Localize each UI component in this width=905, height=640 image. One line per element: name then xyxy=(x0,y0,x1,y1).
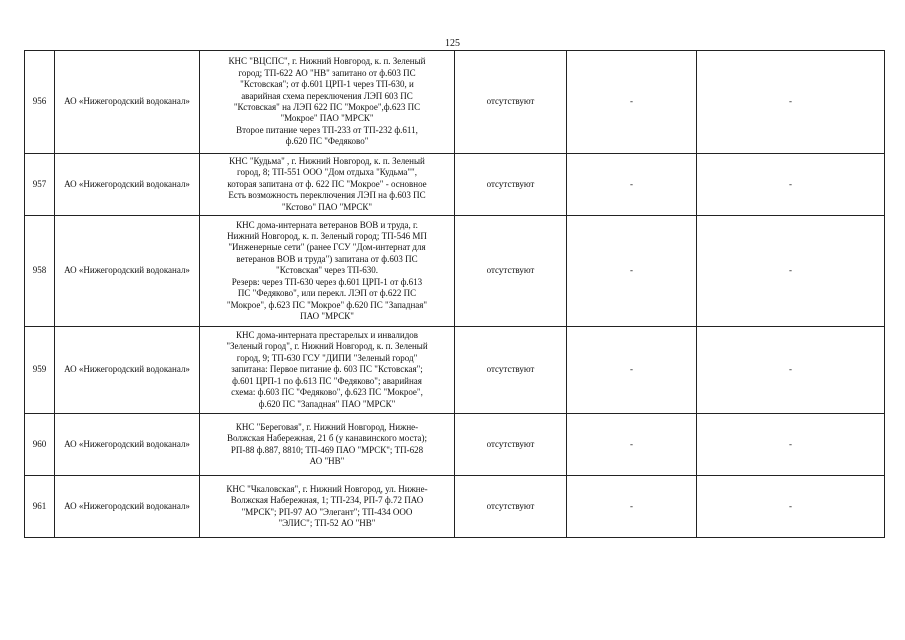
organization-name: АО «Нижегородский водоканал» xyxy=(55,154,200,216)
organization-name: АО «Нижегородский водоканал» xyxy=(55,327,200,414)
description-line: ПАО "МРСК" xyxy=(300,310,354,321)
facility-description xyxy=(200,476,455,538)
empty-value-cell: - xyxy=(697,154,885,216)
status-cell: отсутствуют xyxy=(455,327,567,414)
description-line: ф.620 ПС "Федяково" xyxy=(285,136,369,147)
organization-name: АО «Нижегородский водоканал» xyxy=(55,51,200,154)
description-line: АО "НВ" xyxy=(309,455,345,466)
description-line: "Кстово" ПАО "МРСК" xyxy=(281,201,373,212)
description-line: город, 8; ТП-551 ООО "Дом отдыха "Кудьма"", xyxy=(237,167,417,178)
description-line: КНС "Чкаловская", г. Нижний Новгород, ул. Нижне- xyxy=(226,483,428,494)
table-row xyxy=(25,51,885,154)
empty-value-cell: - xyxy=(697,216,885,327)
description-line: РП-88 ф.887, 8810; ТП-469 ПАО "МРСК"; ТП-628 xyxy=(230,444,424,455)
row-number: 956 xyxy=(25,51,55,154)
table-row xyxy=(25,154,885,216)
empty-value-cell: - xyxy=(697,414,885,476)
description-line: город, 9; ТП-630 ГСУ "ДИПИ "Зеленый город" xyxy=(236,352,418,363)
empty-value-cell: - xyxy=(567,51,697,154)
description-line: "Мокрое", ф.623 ПС "Мокрое" ф.620 ПС "Западная" xyxy=(226,299,428,310)
description-line: "Зеленый город", г. Нижний Новгород, к. п. Зеленый xyxy=(226,341,428,352)
description-line: КНС дома-интерната ветеранов ВОВ и труда, г. xyxy=(236,219,418,230)
page-number: 125 xyxy=(445,38,460,49)
facility-description xyxy=(200,216,455,327)
description-line: "Кстовская"; от ф.601 ЦРП-1 через ТП-630, и xyxy=(240,79,414,90)
description-line: КНС дома-интерната престарелых и инвалидов xyxy=(235,330,419,341)
description-line: КНС "ВЦСПС", г. Нижний Новгород, к. п. Зеленый xyxy=(228,56,426,67)
empty-value-cell: - xyxy=(567,476,697,538)
facility-description xyxy=(200,154,455,216)
status-cell: отсутствуют xyxy=(455,51,567,154)
row-number: 960 xyxy=(25,414,55,476)
row-number: 961 xyxy=(25,476,55,538)
table-row xyxy=(25,476,885,538)
empty-value-cell: - xyxy=(567,154,697,216)
facility-description xyxy=(200,51,455,154)
description-line: Резерв: через ТП-630 через ф.601 ЦРП-1 от ф.613 xyxy=(231,276,423,287)
table-row xyxy=(25,414,885,476)
empty-value-cell: - xyxy=(567,327,697,414)
description-line: ф.601 ЦРП-1 по ф.613 ПС "Федяково"; аварийная xyxy=(232,375,422,386)
empty-value-cell: - xyxy=(567,414,697,476)
facility-description xyxy=(200,327,455,414)
description-line: город; ТП-622 АО "НВ" запитано от ф.603 ПС xyxy=(238,67,416,78)
description-line: аварийная схема переключения ЛЭП 603 ПС xyxy=(241,90,413,101)
description-line: Нижний Новгород, к. п. Зеленый город; ТП-546 МП xyxy=(227,231,427,242)
description-line: "ЭЛИС"; ТП-52 АО "НВ" xyxy=(278,517,376,528)
status-cell: отсутствуют xyxy=(455,216,567,327)
description-line: ф.620 ПС "Западная" ПАО "МРСК" xyxy=(258,398,396,409)
description-line: "Кстовская" на ЛЭП 622 ПС "Мокрое",ф.623 ПС xyxy=(233,102,421,112)
description-line: ветеранов ВОВ и труда") запитана от ф.603 ПС xyxy=(236,253,418,264)
description-line: КНС "Кудьма" , г. Нижний Новгород, к. п. Зеленый xyxy=(229,155,425,166)
description-line: "Кстовская" через ТП-630. xyxy=(276,265,378,276)
organization-name: АО «Нижегородский водоканал» xyxy=(55,476,200,538)
status-cell: отсутствуют xyxy=(455,414,567,476)
empty-value-cell: - xyxy=(697,327,885,414)
empty-value-cell: - xyxy=(697,51,885,154)
description-line: схема: ф.603 ПС "Федяково", ф.623 ПС "Мокрое", xyxy=(231,387,423,398)
description-line: Волжская Набережная, 21 б (у канавинского моста); xyxy=(227,433,427,444)
description-line: "Мокрое" ПАО "МРСК" xyxy=(280,113,374,124)
status-cell: отсутствуют xyxy=(455,154,567,216)
description-line: "МРСК"; РП-97 АО "Элегант"; ТП-434 ООО xyxy=(241,506,413,517)
description-line: Волжская Набережная, 1; ТП-234, РП-7 ф.72 ПАО xyxy=(230,495,424,506)
empty-value-cell: - xyxy=(697,476,885,538)
description-line: КНС "Береговая", г. Нижний Новгород, Нижне- xyxy=(235,421,419,432)
empty-value-cell: - xyxy=(567,216,697,327)
description-line: ПС "Федяково", или перекл. ЛЭП от ф.622 ПС xyxy=(237,288,417,299)
row-number: 959 xyxy=(25,327,55,414)
row-number: 958 xyxy=(25,216,55,327)
facility-description xyxy=(200,414,455,476)
description-line: "Инженерные сети" (ранее ГСУ "Дом-интернат для xyxy=(228,242,426,253)
description-line: Второе питание через ТП-233 от ТП-232 ф.611, xyxy=(236,124,418,135)
table-row xyxy=(25,327,885,414)
table-row xyxy=(25,216,885,327)
row-number: 957 xyxy=(25,154,55,216)
description-line: запитана: Первое питание ф. 603 ПС "Кстовская"; xyxy=(231,364,423,375)
facilities-table xyxy=(24,50,885,538)
description-line: которая запитана от ф. 622 ПС "Мокрое" - основное xyxy=(227,178,427,189)
table-body xyxy=(25,51,885,538)
organization-name: АО «Нижегородский водоканал» xyxy=(55,216,200,327)
description-line: Есть возможность переключения ЛЭП на ф.603 ПС xyxy=(228,190,426,201)
status-cell: отсутствуют xyxy=(455,476,567,538)
organization-name: АО «Нижегородский водоканал» xyxy=(55,414,200,476)
